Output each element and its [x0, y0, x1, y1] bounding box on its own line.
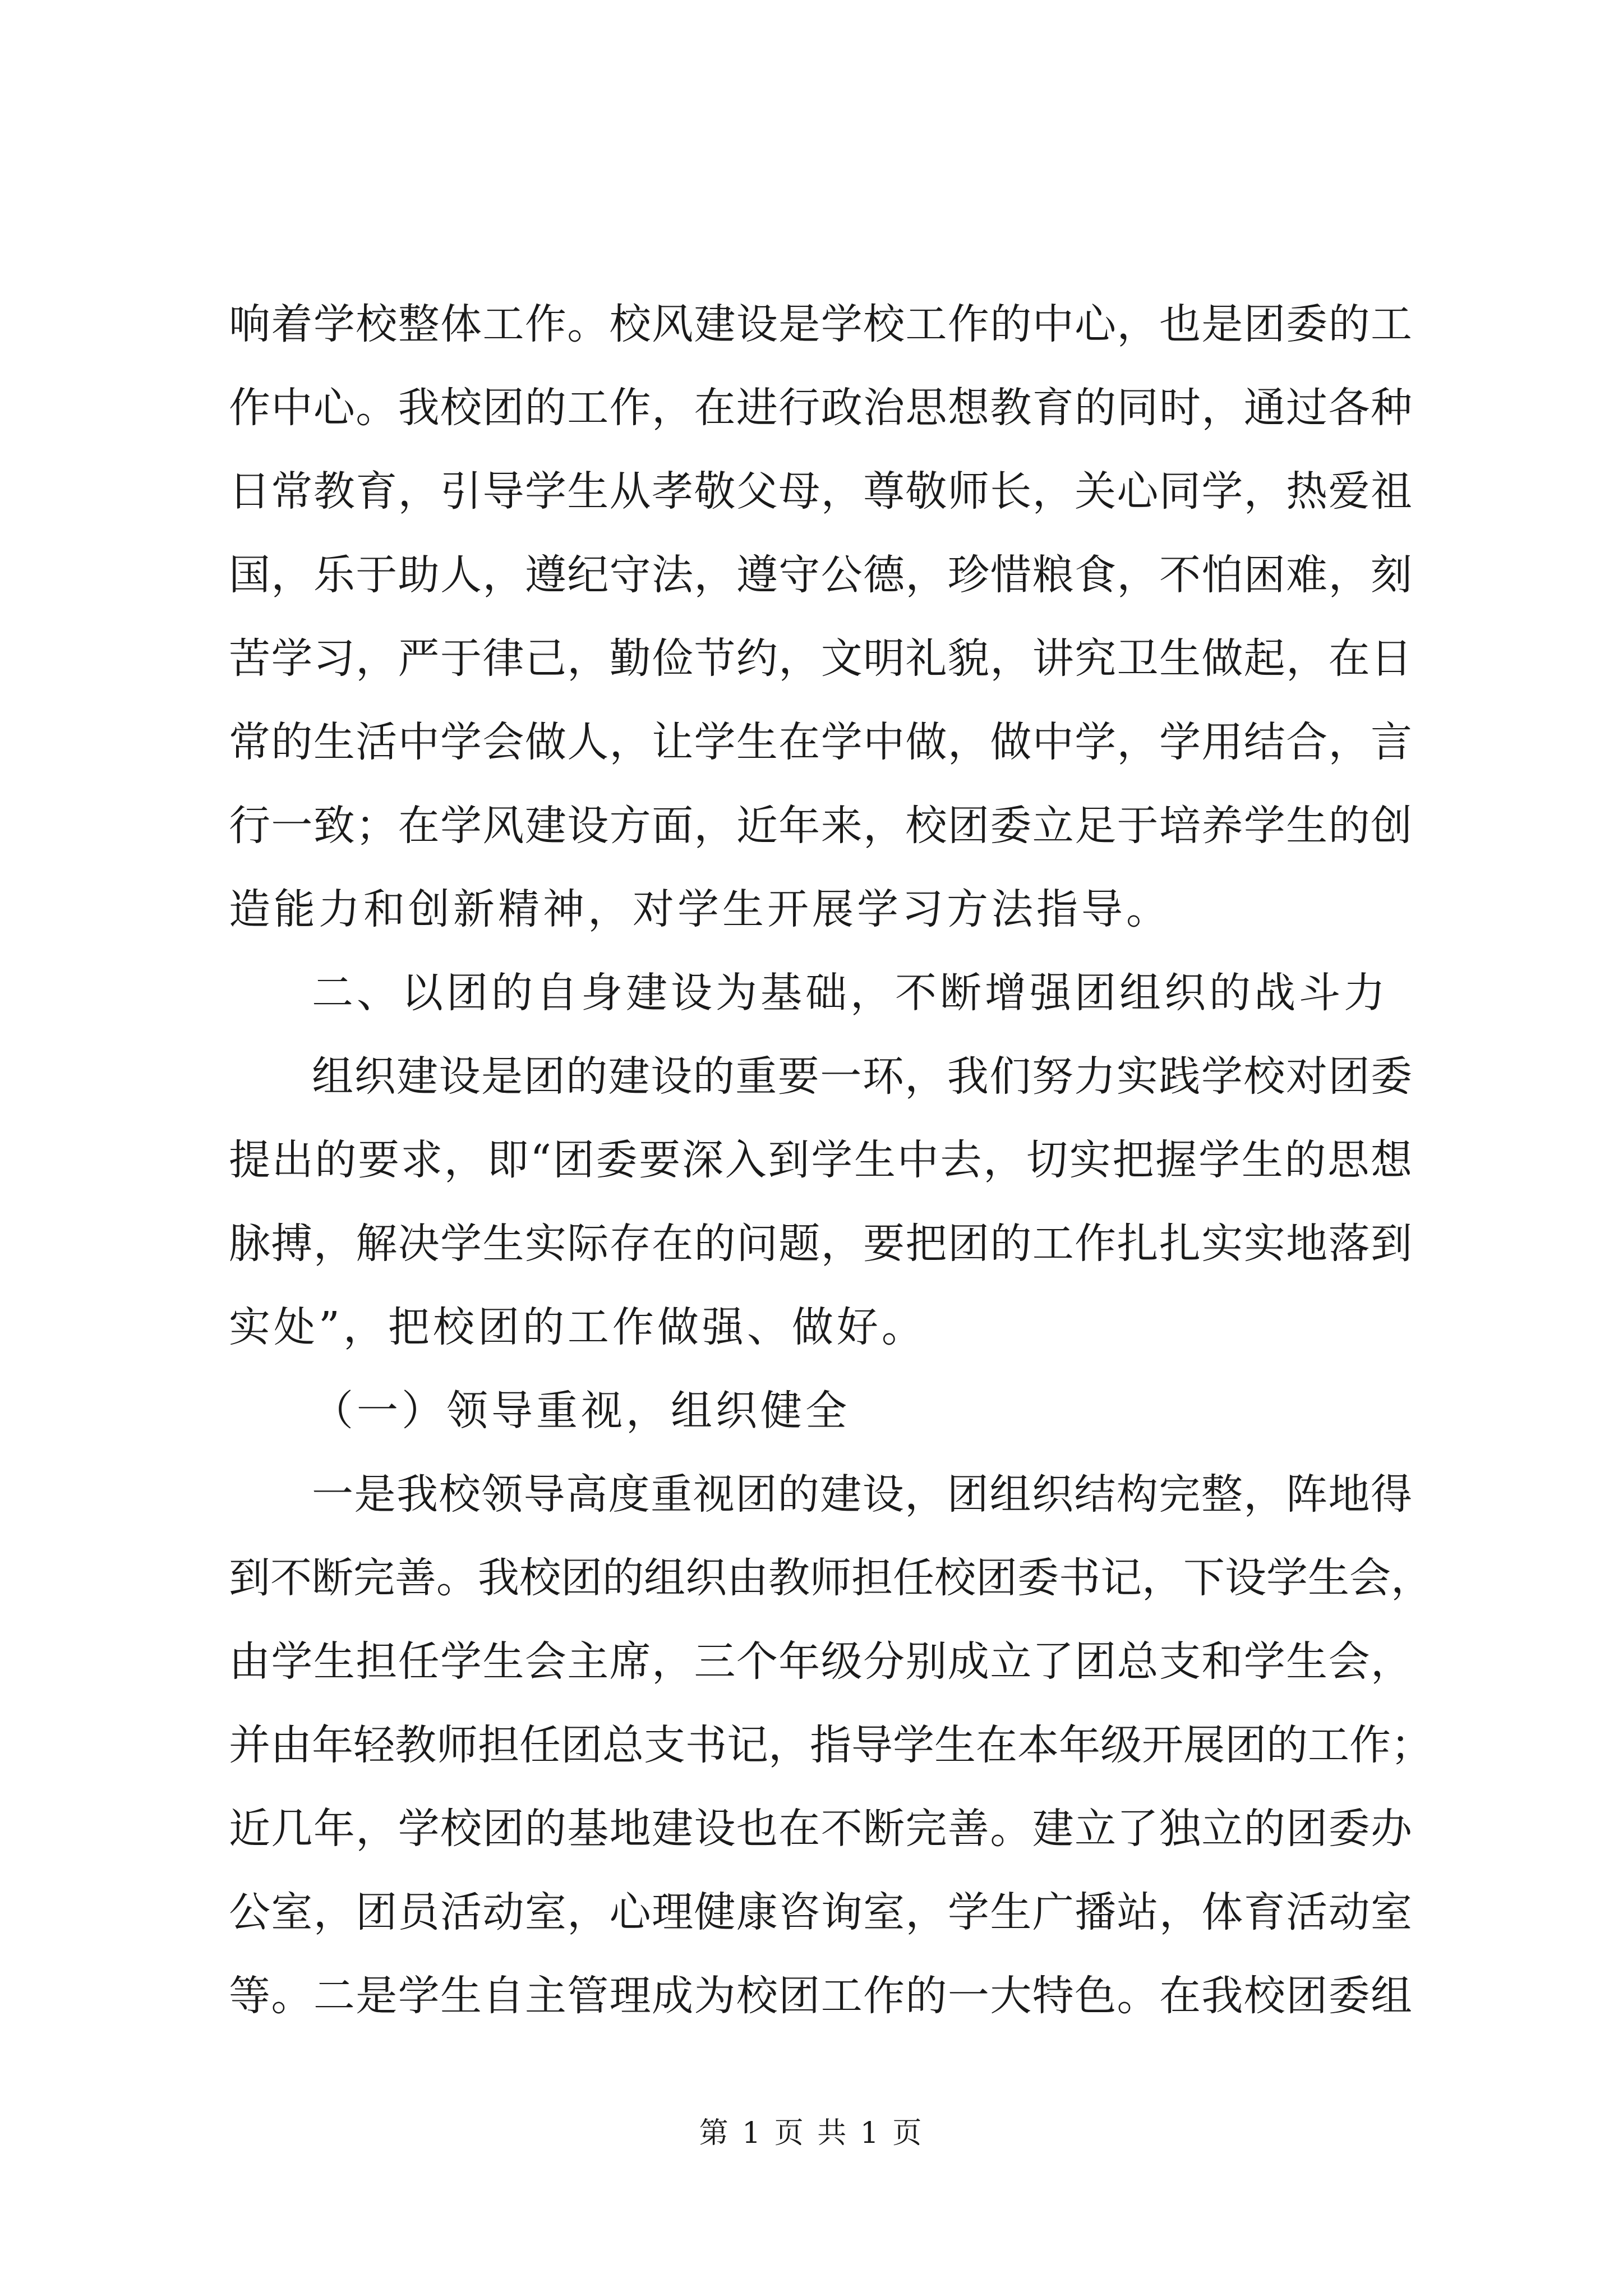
- page-footer: 第 1 页 共 1 页: [699, 2116, 924, 2150]
- paragraph-line: 公室，团员活动室，心理健康咨询室，学生广播站，体育活动室: [229, 1888, 1412, 1936]
- paragraph-line: 响着学校整体工作。校风建设是学校工作的中心，也是团委的工: [229, 300, 1412, 348]
- section-heading: 二、以团的自身建设为基础，不断增强团组织的战斗力: [312, 969, 1389, 1017]
- paragraph-line: 造能力和创新精神，对学生开展学习方法指导。: [229, 885, 1171, 933]
- paragraph-line: 由学生担任学生会主席，三个年级分别成立了团总支和学生会，: [229, 1637, 1412, 1686]
- paragraph-line: 近几年，学校团的基地建设也在不断完善。建立了独立的团委办: [229, 1805, 1412, 1853]
- paragraph-line: 组织建设是团的建设的重要一环，我们努力实践学校对团委: [312, 1052, 1412, 1101]
- paragraph-line: 国，乐于助人，遵纪守法，遵守公德，珍惜粮食，不怕困难，刻: [229, 551, 1412, 599]
- paragraph-line: 到不断完善。我校团的组织由教师担任校团委书记，下设学生会，: [229, 1554, 1432, 1602]
- paragraph-line: 常的生活中学会做人，让学生在学中做，做中学，学用结合，言: [229, 718, 1412, 766]
- paragraph-line: 行一致；在学风建设方面，近年来，校团委立足于培养学生的创: [229, 802, 1412, 850]
- paragraph-line: 等。二是学生自主管理成为校团工作的一大特色。在我校团委组: [229, 1972, 1412, 2020]
- paragraph-line: 提出的要求，即“团委要深入到学生中去，切实把握学生的思想: [229, 1136, 1412, 1184]
- paragraph-line: 实处”，把校团的工作做强、做好。: [229, 1303, 926, 1351]
- paragraph-line: 脉搏，解决学生实际存在的问题，要把团的工作扎扎实实地落到: [229, 1220, 1412, 1268]
- paragraph-line: 作中心。我校团的工作，在进行政治思想教育的同时，通过各种: [229, 384, 1412, 432]
- paragraph-line: 一是我校领导高度重视团的建设，团组织结构完整，阵地得: [312, 1470, 1412, 1519]
- paragraph-line: 苦学习，严于律己，勤俭节约，文明礼貌，讲究卫生做起，在日: [229, 634, 1412, 683]
- paragraph-line: 日常教育，引导学生从孝敬父母，尊敬师长，关心同学，热爱祖: [229, 467, 1412, 516]
- paragraph-line: 并由年轻教师担任团总支书记，指导学生在本年级开展团的工作；: [229, 1721, 1432, 1769]
- subsection-heading: （一）领导重视，组织健全: [312, 1387, 850, 1435]
